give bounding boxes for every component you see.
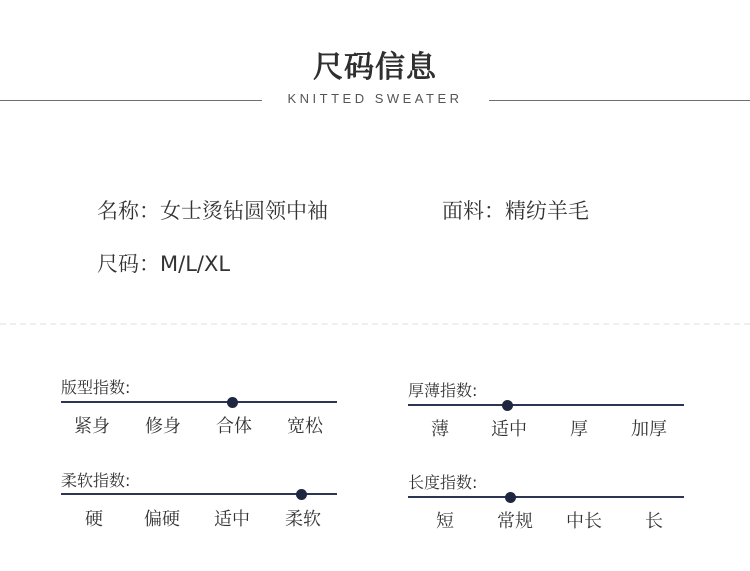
softness-index-option: 适中 <box>214 509 250 530</box>
thickness-index <box>408 378 684 448</box>
thickness-index-option: 加厚 <box>631 419 667 440</box>
softness-index-label: 柔软指数: <box>61 471 131 490</box>
fit-index-track <box>61 401 337 403</box>
length-index-option: 常规 <box>497 511 533 532</box>
softness-index <box>61 468 337 538</box>
thickness-index-label: 厚薄指数: <box>408 381 478 400</box>
fit-index-option: 紧身 <box>74 416 110 437</box>
fit-index-option: 合体 <box>216 416 252 437</box>
product-name: 名称：女士烫钻圆领中袖 <box>97 199 328 223</box>
length-index <box>408 470 684 540</box>
thickness-index-marker <box>502 400 513 411</box>
header-divider-left <box>0 100 262 101</box>
fit-index <box>61 375 337 445</box>
fit-index-option: 修身 <box>145 416 181 437</box>
product-fabric: 面料：精纺羊毛 <box>442 199 589 223</box>
softness-index-marker <box>296 489 307 500</box>
length-index-option: 中长 <box>566 511 602 532</box>
softness-index-option: 柔软 <box>285 509 321 530</box>
length-index-marker <box>505 492 516 503</box>
thickness-index-option: 适中 <box>491 419 527 440</box>
thickness-index-option: 薄 <box>431 419 449 440</box>
fit-index-option: 宽松 <box>287 416 323 437</box>
softness-index-option: 硬 <box>85 509 103 530</box>
softness-index-option: 偏硬 <box>144 509 180 530</box>
page-subtitle: KNITTED SWEATER <box>287 91 463 106</box>
thickness-index-option: 厚 <box>570 419 588 440</box>
length-index-label: 长度指数: <box>408 473 478 492</box>
page-title: 尺码信息 <box>313 50 437 85</box>
fit-index-marker <box>227 397 238 408</box>
thickness-index-track <box>408 404 684 406</box>
section-divider <box>0 323 750 325</box>
header-divider-right <box>489 100 750 101</box>
product-size: 尺码：M/L/XL <box>97 252 231 276</box>
length-index-option: 长 <box>645 511 663 532</box>
length-index-track <box>408 496 684 498</box>
length-index-option: 短 <box>436 511 454 532</box>
fit-index-label: 版型指数: <box>61 378 131 397</box>
